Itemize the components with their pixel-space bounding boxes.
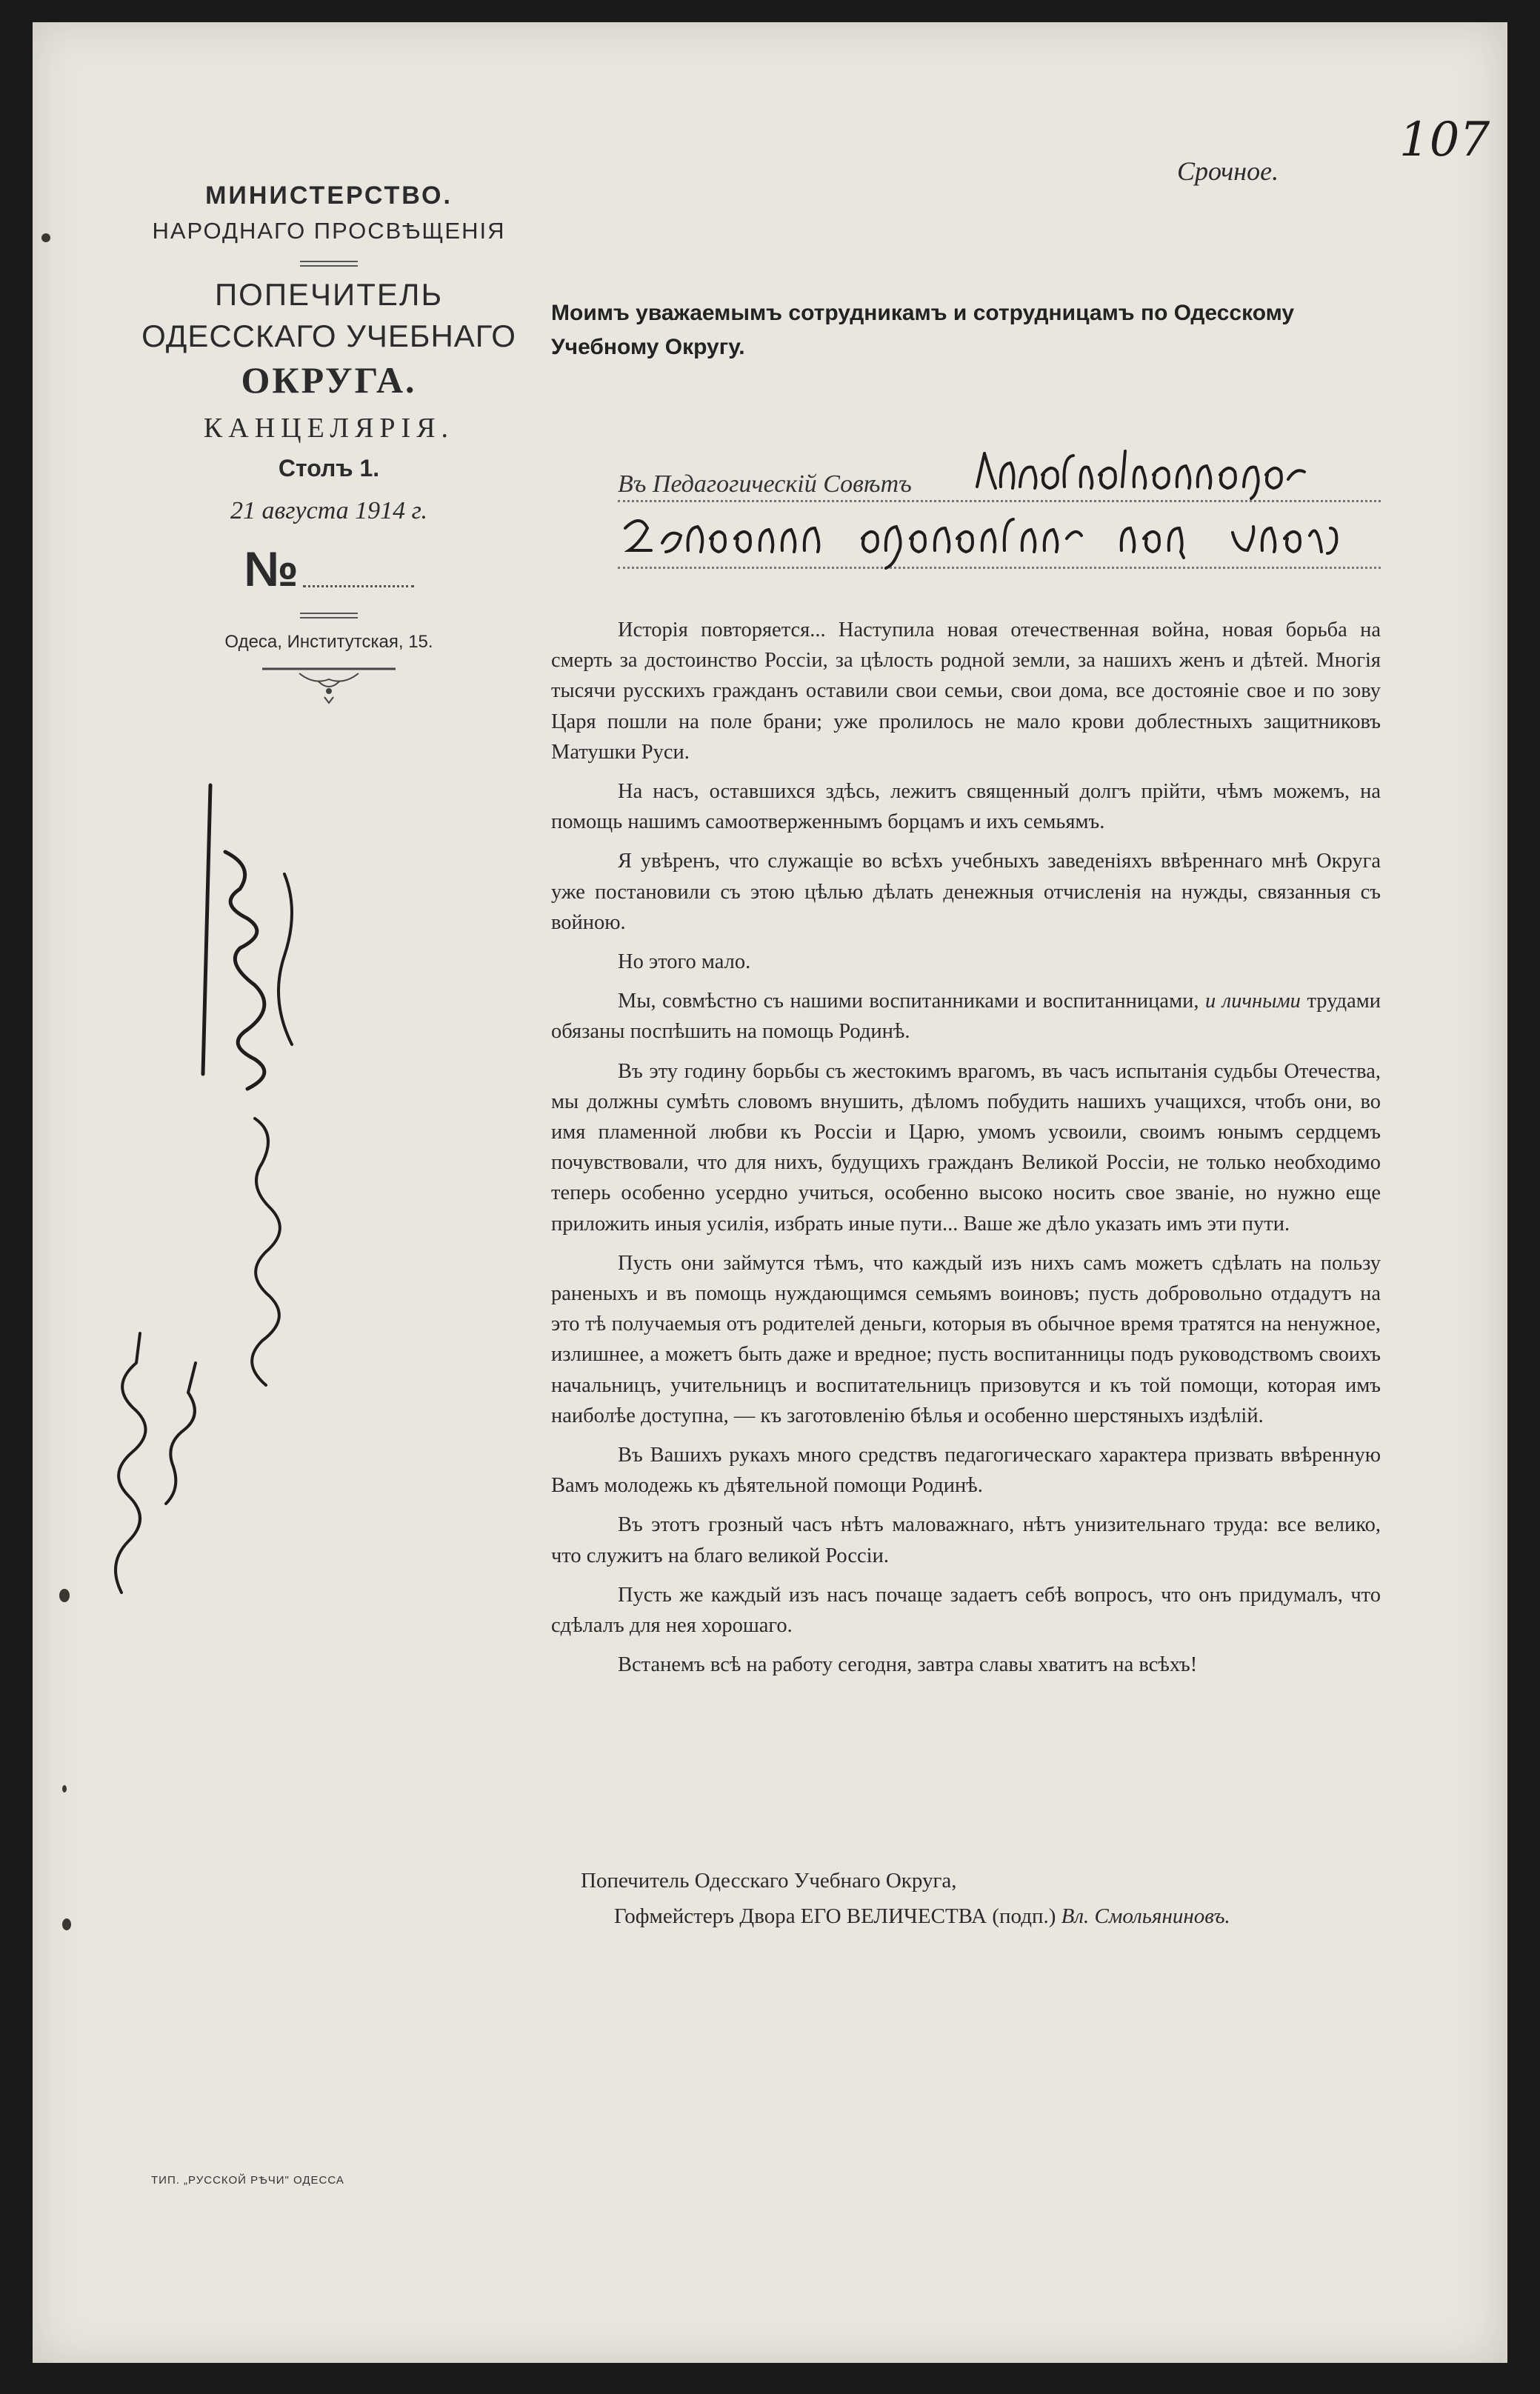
- signatory-name: Вл. Смольяниновъ.: [1061, 1904, 1230, 1928]
- document-page: [33, 22, 1507, 2363]
- text-run: Мы, совмѣстно съ нашими воспитанниками и воспитанницами,: [618, 990, 1199, 1013]
- addressee-label: Въ Педагогическій Совѣтъ: [618, 470, 912, 498]
- divider: [300, 261, 358, 267]
- handwritten-school-name: [970, 442, 1370, 501]
- office-address: Одеса, Институтская, 15.: [224, 632, 433, 652]
- signatory-court-rank: Гофмейстеръ Двора ЕГО ВЕЛИЧЕСТВА (подп.): [614, 1904, 1056, 1928]
- svg-text:6 сент 1914 г.: 6 сент 1914 г.: [77, 763, 81, 764]
- paragraph: Я увѣренъ, что служащіе во всѣхъ учебныхъ заведеніяхъ ввѣреннаго мнѣ Округа уже постановили съ этою цѣлью дѣлать денежныя отчисленія на нужды, связанныя съ войною.: [551, 850, 1381, 934]
- document-number-row: [121, 541, 536, 596]
- addressee-line: [618, 522, 1381, 569]
- urgency-mark: Срочное.: [1177, 156, 1279, 186]
- paragraph: Встанемъ всѣ на работу сегодня, завтра славы хватитъ на всѣхъ!: [618, 1653, 1198, 1677]
- number-sign: №: [244, 541, 299, 596]
- signature-block: [581, 1863, 1396, 1934]
- desk-label: Столъ 1.: [278, 455, 380, 481]
- number-blank: [303, 585, 414, 587]
- chancery-label: КАНЦЕЛЯРІЯ.: [203, 413, 455, 444]
- divider: [300, 613, 358, 618]
- trustee-title: ПОПЕЧИТЕЛЬ: [214, 277, 444, 312]
- district-title: ОКРУГА.: [241, 359, 417, 401]
- margin-handwritten-note: [77, 763, 321, 1652]
- printer-imprint: ТИП. „РУССКОЙ РѢЧИ" ОДЕССА: [151, 2174, 344, 2187]
- ministry-subtitle: НАРОДНАГО ПРОСВѢЩЕНІЯ: [152, 218, 506, 244]
- emphasis-text: и личными: [1205, 990, 1301, 1013]
- text-run: трудами обязаны поспѣшить на помощь Родинѣ.: [551, 990, 1381, 1044]
- letter-body: [551, 615, 1381, 1681]
- paragraph: На насъ, оставшихся здѣсь, лежитъ священный долгъ прійти, чѣмъ можемъ, на помощь нашимъ самоотверженнымъ борцамъ и ихъ семьямъ.: [551, 780, 1381, 834]
- signatory-rank: [614, 1898, 1396, 1934]
- paragraph: Но этого мало.: [618, 950, 751, 974]
- svg-text:107: 107: [1399, 113, 1490, 167]
- document-date: 21 августа 1914 г.: [230, 497, 427, 524]
- signatory-title: Попечитель Одесскаго Учебнаго Округа,: [581, 1869, 957, 1893]
- page-number-handwritten: [1396, 104, 1490, 170]
- paragraph: [551, 986, 1381, 1047]
- letterhead: [121, 167, 536, 707]
- handwritten-school-type: [618, 506, 1381, 573]
- paragraph: Въ Вашихъ рукахъ много средствъ педагогическаго характера призвать ввѣренную Вамъ молодежь къ дѣятельной помощи Родинѣ.: [551, 1444, 1381, 1498]
- ornament-icon: [255, 663, 403, 707]
- district-name: ОДЕССКАГО УЧЕБНАГО: [141, 319, 516, 353]
- paragraph: Пусть же каждый изъ насъ почаще задаетъ себѣ вопросъ, что онъ придумалъ, что сдѣлалъ для нея хорошаго.: [551, 1583, 1381, 1638]
- punch-hole: [59, 1589, 70, 1602]
- paragraph: Исторія повторяется... Наступила новая отечественная война, новая борьба на смерть за достоинство Россіи, за цѣлость родной земли, за нашихъ женъ и дѣтей. Многія тысячи русскихъ гражданъ оставили свои семьи, свои дома, все достояніе свое и по зову Царя пошли на поле брани; уже пролилось не мало крови доблестныхъ защитниковъ Матушки Руси.: [551, 618, 1381, 764]
- punch-hole: [41, 233, 50, 242]
- addressee-line: [618, 456, 1381, 502]
- ministry-title: МИНИСТЕРСТВО.: [205, 181, 453, 210]
- address-heading: Моимъ уважаемымъ сотрудникамъ и сотрудницамъ по Одесскому Учебному Округу.: [551, 301, 1295, 359]
- paragraph: Въ эту годину борьбы съ жестокимъ врагомъ, въ часъ испытанія судьбы Отечества, мы должны сумѣть словомъ внушить, дѣломъ побудить нашихъ учащихся, чтобъ они, во имя пламенной любви къ Россіи и Царю, умомъ усвоили, своимъ юнымъ сердцемъ почувствовали, что для нихъ, будущихъ гражданъ Великой Россіи, не только необходимо теперь особенно усердно учиться, особенно высоко носить свое званіе, но нужно еще приложить иныя усилія, избрать иные пути... Ваше же дѣло указать имъ эти пути.: [551, 1059, 1381, 1236]
- punch-hole: [62, 1918, 71, 1930]
- paragraph: Въ этотъ грозный часъ нѣтъ маловажнаго, нѣтъ унизительнаго труда: все велико, что служитъ на благо великой Россіи.: [551, 1513, 1381, 1567]
- punch-hole: [62, 1785, 67, 1793]
- paragraph: Пусть они займутся тѣмъ, что каждый изъ нихъ самъ можетъ сдѣлать на пользу раненыхъ и въ помощь нуждающимся семьямъ воиновъ; пусть добровольно отдадутъ на это тѣ получаемыя отъ родителей деньги, которыя въ обычное время тратятся на ненужное, излишнее, а можетъ быть даже и вредное; пусть воспитанницы подъ руководствомъ своихъ начальницъ, учительницъ и воспитательницъ призовутся и къ той помощи, которая имъ наиболѣе доступна, — къ заготовленію бѣлья и особенно шерстяныхъ издѣлій.: [551, 1251, 1381, 1427]
